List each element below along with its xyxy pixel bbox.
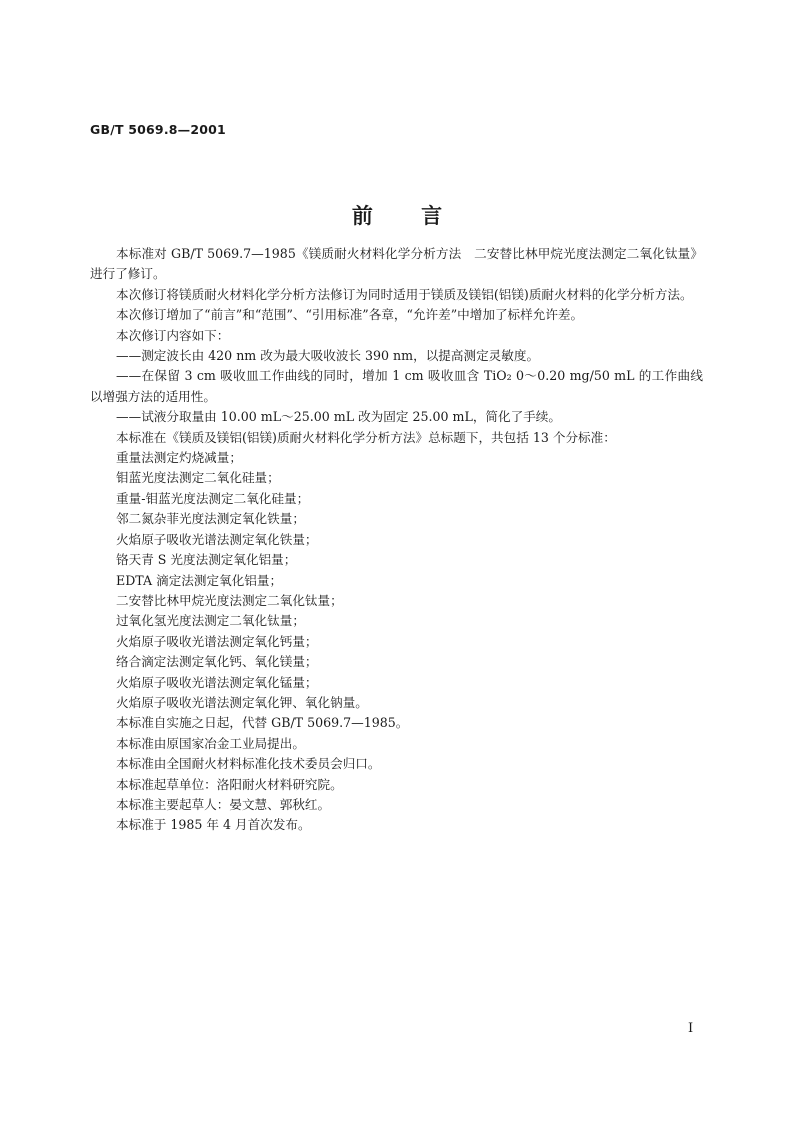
sub-standard-item: 钼蓝光度法测定二氧化硅量； (116, 470, 280, 486)
paragraph: 本标准由原国家冶金工业局提出。 (116, 735, 305, 751)
sub-standard-item: 重量-钼蓝光度法测定二氧化硅量； (116, 490, 310, 506)
sub-standard-item: 重量法测定灼烧减量； (116, 450, 242, 466)
paragraph: 本标准在《镁质及镁铝(铝镁)质耐火材料化学分析方法》总标题下，共包括 13 个分标准： (116, 429, 616, 445)
sub-standard-item: 二安替比林甲烷光度法测定二氧化钛量； (116, 592, 343, 608)
paragraph: 本标准起草单位：洛阳耐火材料研究院。 (116, 776, 343, 792)
sub-standard-item: 邻二氮杂菲光度法测定氧化铁量； (116, 511, 305, 527)
page-title (0, 200, 794, 230)
sub-standard-item: 铬天青 S 光度法测定氧化铝量； (116, 552, 297, 568)
title-char-2: 言 (421, 204, 443, 228)
paragraph: 本次修订将镁质耐火材料化学分析方法修订为同时适用于镁质及镁铝(铝镁)质耐火材料的化学分析方法。 (116, 286, 693, 302)
page-number: I (688, 1021, 694, 1036)
foreword-body (90, 244, 703, 836)
paragraph: 本次修订内容如下： (116, 327, 230, 343)
sub-standard-item: EDTA 滴定法测定氧化铝量； (116, 572, 283, 588)
sub-standard-item: 过氧化氢光度法测定二氧化钛量； (116, 613, 305, 629)
revision-item: ——试液分取量由 10.00 mL～25.00 mL 改为固定 25.00 mL，简化了手续。 (116, 409, 561, 425)
paragraph: 本次修订增加了“前言”和“范围”、“引用标准”各章，“允许差”中增加了标样允许差。 (116, 307, 584, 323)
sub-standard-item: 火焰原子吸收光谱法测定氧化钾、氧化钠量。 (116, 694, 368, 710)
revision-item: ——测定波长由 420 nm 改为最大吸收波长 390 nm，以提高测定灵敏度。 (116, 348, 540, 364)
paragraph: 本标准主要起草人：晏文慧、郭秋红。 (116, 796, 331, 812)
paragraph: 本标准对 GB/T 5069.7—1985《镁质耐火材料化学分析方法 二安替比林甲烷光度法测定二氧化钛量》进行了修订。 (90, 246, 703, 282)
sub-standard-item: 火焰原子吸收光谱法测定氧化锰量； (116, 674, 318, 690)
sub-standard-item: 火焰原子吸收光谱法测定氧化铁量； (116, 531, 318, 547)
title-char-1: 前 (351, 204, 373, 228)
sub-standard-item: 火焰原子吸收光谱法测定氧化钙量； (116, 633, 318, 649)
sub-standard-item: 络合滴定法测定氧化钙、氧化镁量； (116, 654, 318, 670)
paragraph: 本标准于 1985 年 4 月首次发布。 (116, 817, 311, 833)
standard-code-header: GB/T 5069.8—2001 (90, 122, 226, 137)
revision-item: ——在保留 3 cm 吸收皿工作曲线的同时，增加 1 cm 吸收皿含 TiO₂ 0～0.20 mg/50 mL 的工作曲线以增强方法的适用性。 (90, 368, 703, 404)
paragraph: 本标准自实施之日起，代替 GB/T 5069.7—1985。 (116, 715, 409, 731)
paragraph: 本标准由全国耐火材料标准化技术委员会归口。 (116, 756, 381, 772)
